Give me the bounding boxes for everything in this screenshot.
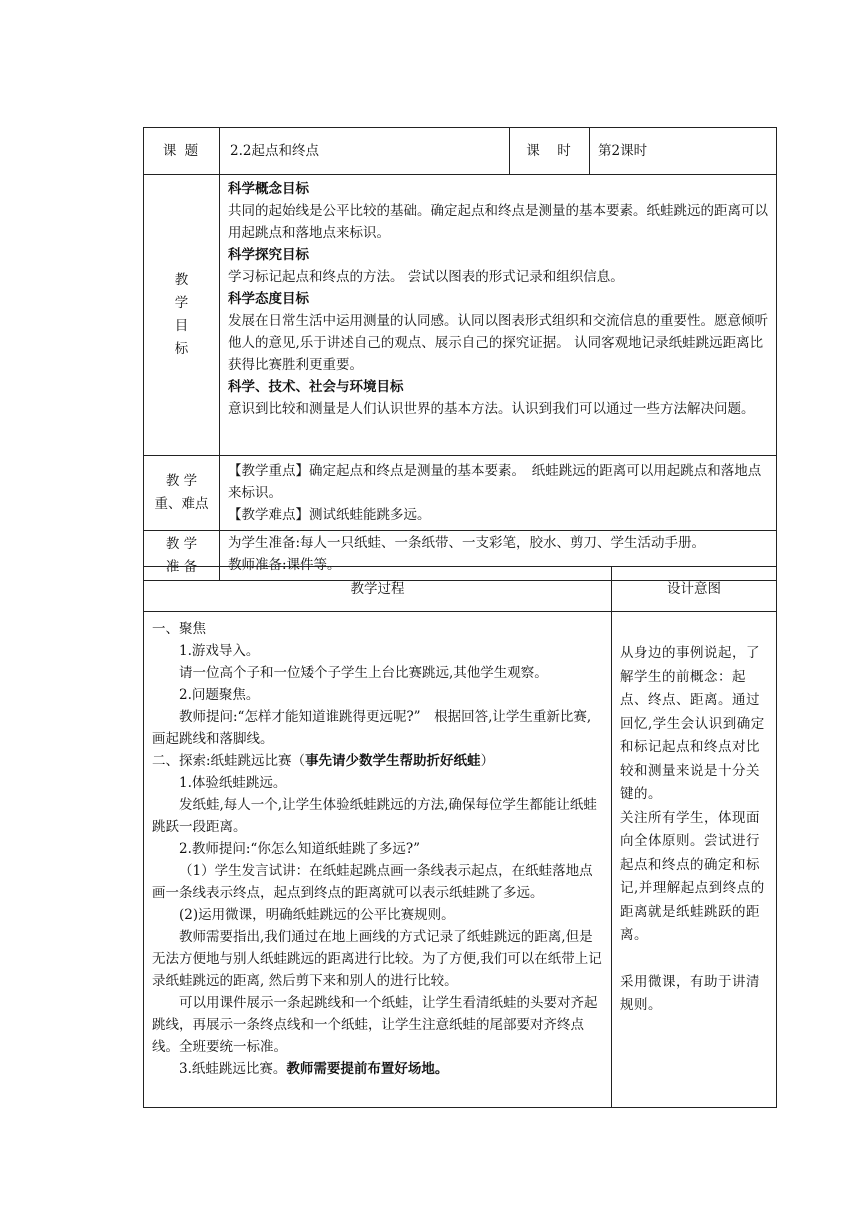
step-text: (2)运用微课，明确纸蛙跳远的公平比赛规则。: [179, 907, 455, 923]
section-explore-title: [152, 750, 603, 772]
step-text: （1）学生发言试讲：在纸蛙起跳点画一条线表示起点，在纸蛙落地点画一条线表示终点，起点到终点的距离就可以表示纸蛙跳了多远。: [152, 863, 593, 901]
intent-header: 设计意图: [612, 567, 777, 612]
preparation-label-line: 教 学: [165, 535, 198, 552]
objectives-row: [144, 175, 777, 456]
objective-heading: 科学探究目标: [228, 247, 309, 263]
step-note: 教师需要提前布置好场地。: [286, 1061, 449, 1077]
process-header: 教学过程: [144, 567, 612, 612]
student-preparation: 为学生准备:每人一只纸蛙、一条纸带、一支彩笔，胶水、剪刀、学生活动手册。: [228, 535, 706, 551]
key-point: [228, 460, 770, 504]
step-title: 2.教师提问:“你怎么知道纸蛙跳了多远?”: [179, 841, 420, 857]
period-label: 课 时: [510, 128, 590, 175]
objectives-content: [220, 175, 777, 456]
step-text: 发纸蛙,每人一个,让学生体验纸蛙跳远的方法,确保每位学生都能让纸蛙跳跃一段距离。: [152, 797, 597, 835]
intent-text: 采用微课，有助于讲清规则。: [620, 973, 760, 1013]
step-text: 教师提问:“怎样才能知道谁跳得更远呢?” 根据回答,让学生重新比赛,画起跳线和落脚线。: [152, 709, 592, 747]
objectives-label-char: 学: [174, 295, 189, 311]
keypoints-label-line: 重、难点: [154, 496, 209, 512]
objectives-label: [144, 175, 220, 456]
objective-heading: 科学概念目标: [228, 181, 309, 197]
difficult-point-tag: 【教学难点】: [228, 507, 309, 523]
objective-text: 学习标记起点和终点的方法。 尝试以图表的形式记录和组织信息。: [228, 269, 624, 285]
difficult-point: [228, 504, 770, 526]
step-title: 1.体验纸蛙跳远。: [179, 775, 287, 791]
objective-text: 发展在日常生活中运用测量的认同感。认同以图表形式组织和交流信息的重要性。愿意倾听他人的意见,乐于讲述自己的观点、展示自己的探究证据。 认同客观地记录纸蛙跳远距离比获得比赛胜利更重要。: [228, 313, 768, 373]
teaching-process-table: [143, 566, 777, 1108]
intent-content: [612, 612, 777, 1108]
topic-label: 课 题: [144, 128, 220, 175]
intent-text: 从身边的事例说起，了解学生的前概念：起点、终点、距离。通过回忆,学生会认识到确定和标记起点和终点对比较和测量来说是十分关键的。: [620, 645, 765, 802]
process-body-row: [144, 612, 777, 1108]
teacher-preparation: 教师准备:课件等。: [228, 557, 341, 573]
step-title: 2.问题聚焦。: [179, 687, 260, 703]
objective-heading: 科学、技术、社会与环境目标: [228, 379, 404, 395]
step-text: 可以用课件展示一条起跳线和一个纸蛙，让学生看清纸蛙的头要对齐起跳线，再展示一条终点线和一个纸蛙，让学生注意纸蛙的尾部要对齐终点线。全班要统一标准。: [152, 995, 598, 1055]
keypoints-row: [144, 456, 777, 531]
section-explore-prefix: 二、探索:纸蛙跳远比赛（: [152, 753, 306, 769]
period-value: 第2课时: [590, 128, 777, 175]
keypoints-content: [220, 456, 777, 531]
step-title-text: 3.纸蛙跳远比赛。: [179, 1061, 287, 1077]
keypoints-label: [144, 456, 220, 531]
section-focus-title: 一、聚焦: [152, 621, 206, 637]
keypoints-label-line: 教 学: [165, 473, 198, 489]
difficult-point-text: 测试纸蛙能跳多远。: [309, 507, 431, 523]
preparation-label-line: 准 备: [165, 558, 198, 575]
step-text: 教师需要指出,我们通过在地上画线的方式记录了纸蛙跳远的距离,但是无法方便地与别人纸蛙跳远的距离进行比较。为了方便,我们可以在纸带上记录纸蛙跳远的距离, 然后剪下来和别人的进行比较。: [152, 929, 602, 989]
lesson-info-table: [143, 127, 777, 581]
step-title: 1.游戏导入。: [179, 643, 260, 659]
intent-text: 关注所有学生，体现面向全体原则。尝试进行起点和终点的确定和标记,并理解起点到终点的距离就是纸蛙跳跃的距离。: [620, 809, 765, 943]
objective-heading: 科学态度目标: [228, 291, 309, 307]
topic-row: [144, 128, 777, 175]
topic-value: 2.2起点和终点: [220, 128, 510, 175]
objectives-label-char: 教: [174, 272, 189, 288]
objective-text: 意识到比较和测量是人们认识世界的基本方法。认识到我们可以通过一些方法解决问题。: [228, 401, 755, 417]
step-text: 请一位高个子和一位矮个子学生上台比赛跳远,其他学生观察。: [179, 665, 548, 681]
objective-text: 共同的起始线是公平比较的基础。确定起点和终点是测量的基本要素。纸蛙跳远的距离可以用起跳点和落地点来标识。: [228, 203, 768, 241]
objectives-label-char: 目: [174, 318, 189, 334]
process-header-row: [144, 567, 777, 612]
process-content: [144, 612, 612, 1108]
key-point-tag: 【教学重点】: [228, 463, 309, 479]
objectives-label-char: 标: [174, 341, 189, 357]
section-explore-suffix: ）: [480, 753, 495, 769]
section-explore-note: 事先请少数学生帮助折好纸蛙: [305, 753, 481, 769]
step-title: [152, 1058, 603, 1080]
key-point-text: 确定起点和终点是测量的基本要素。 纸蛙跳远的距离可以用起跳点和落地点来标识。: [228, 463, 762, 501]
